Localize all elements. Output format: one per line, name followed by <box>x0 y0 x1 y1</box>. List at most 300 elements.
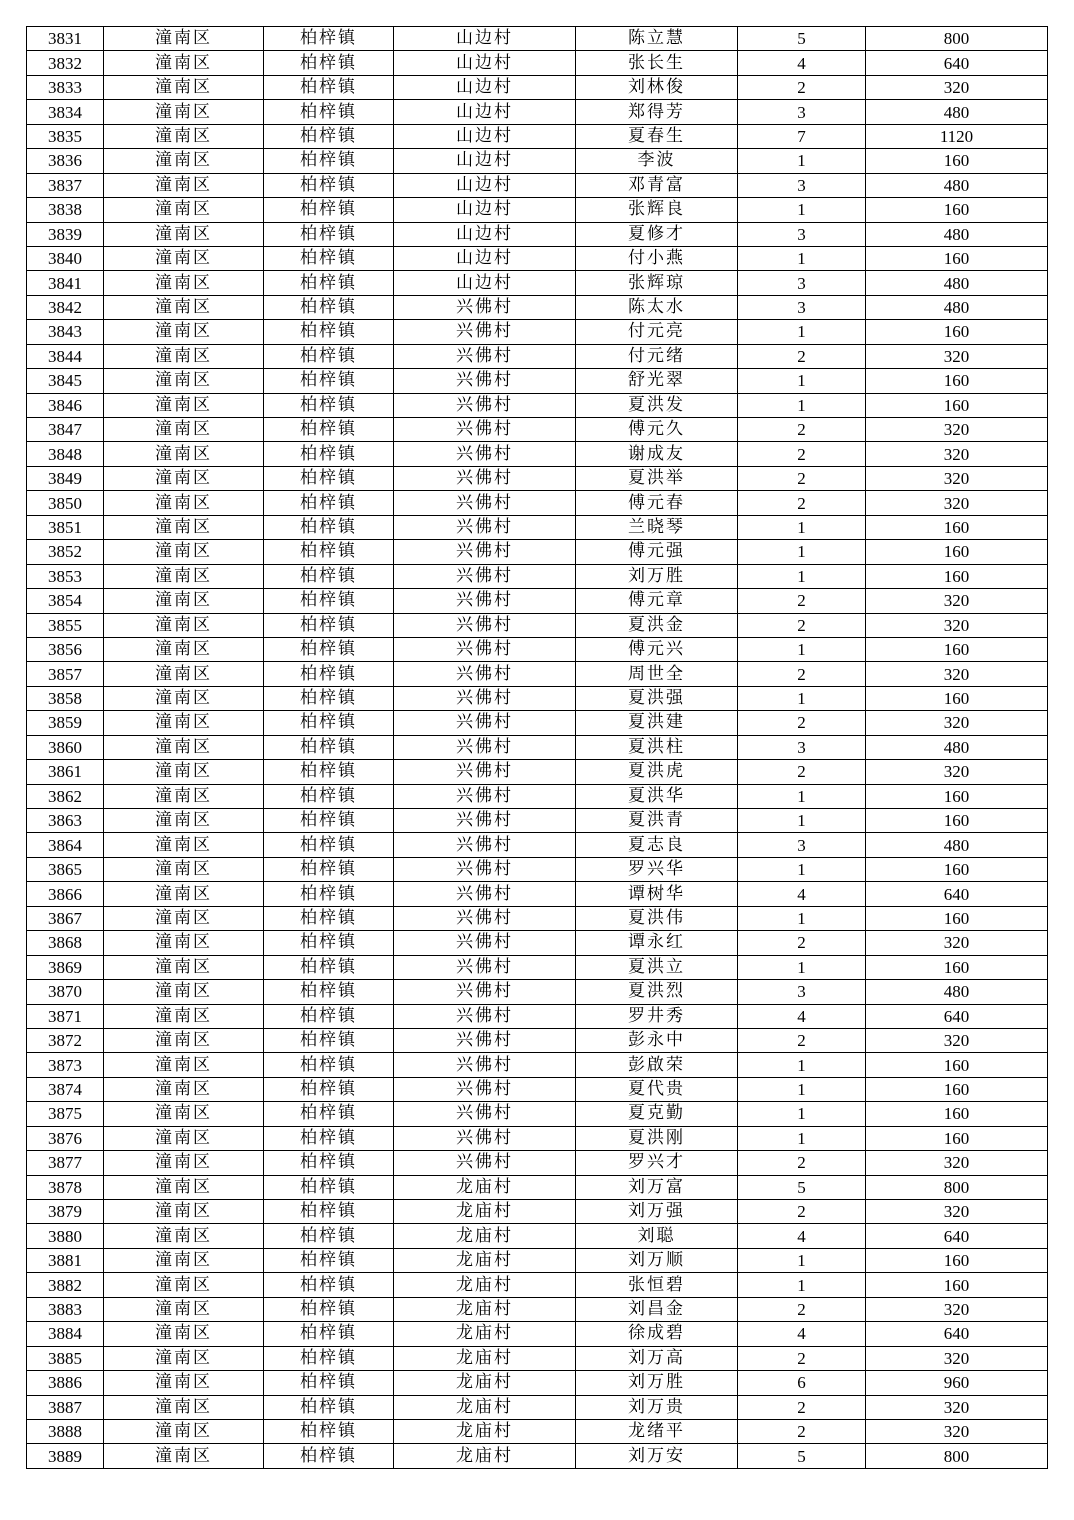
district-cell: 潼南区 <box>104 1273 264 1297</box>
town-cell: 柏梓镇 <box>264 393 394 417</box>
village-cell: 兴佛村 <box>394 784 576 808</box>
district-cell: 潼南区 <box>104 784 264 808</box>
row-number-cell: 3843 <box>27 320 104 344</box>
table-row <box>27 124 1048 148</box>
town-cell: 柏梓镇 <box>264 686 394 710</box>
town-cell: 柏梓镇 <box>264 833 394 857</box>
row-number-cell: 3869 <box>27 955 104 979</box>
town-cell: 柏梓镇 <box>264 1395 394 1419</box>
amount-cell: 320 <box>866 931 1048 955</box>
town-cell: 柏梓镇 <box>264 320 394 344</box>
household-count-cell: 1 <box>738 1248 866 1272</box>
name-cell: 夏洪立 <box>576 955 738 979</box>
row-number-cell: 3881 <box>27 1248 104 1272</box>
amount-cell: 320 <box>866 466 1048 490</box>
table-row <box>27 662 1048 686</box>
household-count-cell: 2 <box>738 1028 866 1052</box>
amount-cell: 160 <box>866 1126 1048 1150</box>
table-row <box>27 515 1048 539</box>
row-number-cell: 3874 <box>27 1077 104 1101</box>
row-number-cell: 3850 <box>27 491 104 515</box>
village-cell: 兴佛村 <box>394 931 576 955</box>
amount-cell: 160 <box>866 564 1048 588</box>
amount-cell: 160 <box>866 906 1048 930</box>
name-cell: 夏春生 <box>576 124 738 148</box>
town-cell: 柏梓镇 <box>264 931 394 955</box>
town-cell: 柏梓镇 <box>264 1297 394 1321</box>
row-number-cell: 3877 <box>27 1151 104 1175</box>
village-cell: 兴佛村 <box>394 295 576 319</box>
name-cell: 刘昌金 <box>576 1297 738 1321</box>
household-count-cell: 1 <box>738 564 866 588</box>
district-cell: 潼南区 <box>104 662 264 686</box>
district-cell: 潼南区 <box>104 124 264 148</box>
row-number-cell: 3855 <box>27 613 104 637</box>
district-cell: 潼南区 <box>104 51 264 75</box>
household-count-cell: 4 <box>738 1322 866 1346</box>
village-cell: 兴佛村 <box>394 491 576 515</box>
amount-cell: 160 <box>866 784 1048 808</box>
row-number-cell: 3835 <box>27 124 104 148</box>
row-number-cell: 3849 <box>27 466 104 490</box>
amount-cell: 800 <box>866 27 1048 51</box>
village-cell: 兴佛村 <box>394 662 576 686</box>
district-cell: 潼南区 <box>104 1224 264 1248</box>
village-cell: 兴佛村 <box>394 906 576 930</box>
town-cell: 柏梓镇 <box>264 857 394 881</box>
name-cell: 夏洪青 <box>576 809 738 833</box>
table-row <box>27 1053 1048 1077</box>
table-row <box>27 1395 1048 1419</box>
household-count-cell: 2 <box>738 442 866 466</box>
household-count-cell: 2 <box>738 589 866 613</box>
amount-cell: 320 <box>866 442 1048 466</box>
amount-cell: 160 <box>866 246 1048 270</box>
table-row <box>27 1248 1048 1272</box>
town-cell: 柏梓镇 <box>264 515 394 539</box>
amount-cell: 320 <box>866 1419 1048 1443</box>
village-cell: 兴佛村 <box>394 833 576 857</box>
town-cell: 柏梓镇 <box>264 246 394 270</box>
household-count-cell: 1 <box>738 369 866 393</box>
row-number-cell: 3889 <box>27 1444 104 1468</box>
row-number-cell: 3852 <box>27 540 104 564</box>
amount-cell: 160 <box>866 1077 1048 1101</box>
table-row <box>27 540 1048 564</box>
district-cell: 潼南区 <box>104 1200 264 1224</box>
town-cell: 柏梓镇 <box>264 51 394 75</box>
district-cell: 潼南区 <box>104 344 264 368</box>
name-cell: 刘万胜 <box>576 564 738 588</box>
village-cell: 兴佛村 <box>394 1028 576 1052</box>
village-cell: 兴佛村 <box>394 955 576 979</box>
table-row <box>27 1004 1048 1028</box>
district-cell: 潼南区 <box>104 198 264 222</box>
name-cell: 徐成碧 <box>576 1322 738 1346</box>
village-cell: 兴佛村 <box>394 466 576 490</box>
village-cell: 龙庙村 <box>394 1346 576 1370</box>
table-row <box>27 466 1048 490</box>
town-cell: 柏梓镇 <box>264 1419 394 1443</box>
district-cell: 潼南区 <box>104 1346 264 1370</box>
table-row <box>27 344 1048 368</box>
row-number-cell: 3880 <box>27 1224 104 1248</box>
amount-cell: 480 <box>866 222 1048 246</box>
town-cell: 柏梓镇 <box>264 124 394 148</box>
village-cell: 兴佛村 <box>394 1004 576 1028</box>
table-row <box>27 1102 1048 1126</box>
table-row <box>27 222 1048 246</box>
town-cell: 柏梓镇 <box>264 1273 394 1297</box>
amount-cell: 320 <box>866 1297 1048 1321</box>
name-cell: 陈太水 <box>576 295 738 319</box>
amount-cell: 320 <box>866 711 1048 735</box>
amount-cell: 160 <box>866 686 1048 710</box>
district-cell: 潼南区 <box>104 75 264 99</box>
household-count-cell: 3 <box>738 100 866 124</box>
amount-cell: 320 <box>866 418 1048 442</box>
district-cell: 潼南区 <box>104 1444 264 1468</box>
town-cell: 柏梓镇 <box>264 711 394 735</box>
household-count-cell: 2 <box>738 760 866 784</box>
amount-cell: 320 <box>866 1028 1048 1052</box>
district-cell: 潼南区 <box>104 1077 264 1101</box>
household-count-cell: 2 <box>738 1346 866 1370</box>
district-cell: 潼南区 <box>104 442 264 466</box>
amount-cell: 320 <box>866 1346 1048 1370</box>
household-count-cell: 2 <box>738 418 866 442</box>
amount-cell: 160 <box>866 198 1048 222</box>
town-cell: 柏梓镇 <box>264 564 394 588</box>
household-count-cell: 1 <box>738 149 866 173</box>
household-count-cell: 1 <box>738 540 866 564</box>
amount-cell: 160 <box>866 540 1048 564</box>
household-count-cell: 1 <box>738 857 866 881</box>
row-number-cell: 3886 <box>27 1371 104 1395</box>
district-cell: 潼南区 <box>104 711 264 735</box>
town-cell: 柏梓镇 <box>264 418 394 442</box>
amount-cell: 480 <box>866 833 1048 857</box>
town-cell: 柏梓镇 <box>264 906 394 930</box>
village-cell: 兴佛村 <box>394 540 576 564</box>
household-count-cell: 1 <box>738 784 866 808</box>
name-cell: 夏洪建 <box>576 711 738 735</box>
household-count-cell: 4 <box>738 1004 866 1028</box>
household-count-cell: 3 <box>738 980 866 1004</box>
row-number-cell: 3846 <box>27 393 104 417</box>
town-cell: 柏梓镇 <box>264 1322 394 1346</box>
household-count-cell: 1 <box>738 246 866 270</box>
row-number-cell: 3858 <box>27 686 104 710</box>
row-number-cell: 3834 <box>27 100 104 124</box>
name-cell: 罗井秀 <box>576 1004 738 1028</box>
amount-cell: 480 <box>866 980 1048 1004</box>
table-row <box>27 149 1048 173</box>
amount-cell: 640 <box>866 1224 1048 1248</box>
district-cell: 潼南区 <box>104 1102 264 1126</box>
row-number-cell: 3859 <box>27 711 104 735</box>
name-cell: 周世全 <box>576 662 738 686</box>
household-count-cell: 2 <box>738 491 866 515</box>
table-row <box>27 1077 1048 1101</box>
amount-cell: 480 <box>866 735 1048 759</box>
name-cell: 李波 <box>576 149 738 173</box>
name-cell: 张恒碧 <box>576 1273 738 1297</box>
table-row <box>27 833 1048 857</box>
village-cell: 兴佛村 <box>394 515 576 539</box>
amount-cell: 320 <box>866 613 1048 637</box>
household-count-cell: 6 <box>738 1371 866 1395</box>
district-cell: 潼南区 <box>104 931 264 955</box>
village-cell: 兴佛村 <box>394 1053 576 1077</box>
row-number-cell: 3864 <box>27 833 104 857</box>
table-row <box>27 393 1048 417</box>
town-cell: 柏梓镇 <box>264 1053 394 1077</box>
row-number-cell: 3875 <box>27 1102 104 1126</box>
table-row <box>27 246 1048 270</box>
row-number-cell: 3840 <box>27 246 104 270</box>
household-count-cell: 2 <box>738 466 866 490</box>
district-cell: 潼南区 <box>104 760 264 784</box>
district-cell: 潼南区 <box>104 882 264 906</box>
village-cell: 龙庙村 <box>394 1444 576 1468</box>
town-cell: 柏梓镇 <box>264 662 394 686</box>
name-cell: 刘万富 <box>576 1175 738 1199</box>
district-cell: 潼南区 <box>104 1371 264 1395</box>
table-row <box>27 735 1048 759</box>
household-count-cell: 2 <box>738 1395 866 1419</box>
district-cell: 潼南区 <box>104 564 264 588</box>
village-cell: 龙庙村 <box>394 1175 576 1199</box>
name-cell: 谢成友 <box>576 442 738 466</box>
row-number-cell: 3872 <box>27 1028 104 1052</box>
table-row <box>27 100 1048 124</box>
amount-cell: 640 <box>866 1322 1048 1346</box>
village-cell: 龙庙村 <box>394 1371 576 1395</box>
table-row <box>27 418 1048 442</box>
amount-cell: 160 <box>866 149 1048 173</box>
table-row <box>27 1371 1048 1395</box>
town-cell: 柏梓镇 <box>264 613 394 637</box>
table-row <box>27 564 1048 588</box>
table-row <box>27 906 1048 930</box>
village-cell: 山边村 <box>394 51 576 75</box>
town-cell: 柏梓镇 <box>264 1175 394 1199</box>
household-count-cell: 2 <box>738 711 866 735</box>
town-cell: 柏梓镇 <box>264 809 394 833</box>
name-cell: 张辉琼 <box>576 271 738 295</box>
district-cell: 潼南区 <box>104 1175 264 1199</box>
household-count-cell: 5 <box>738 1444 866 1468</box>
row-number-cell: 3857 <box>27 662 104 686</box>
village-cell: 兴佛村 <box>394 369 576 393</box>
row-number-cell: 3839 <box>27 222 104 246</box>
table-row <box>27 1175 1048 1199</box>
name-cell: 夏洪刚 <box>576 1126 738 1150</box>
subsidy-table <box>26 26 1048 1469</box>
village-cell: 兴佛村 <box>394 711 576 735</box>
household-count-cell: 1 <box>738 955 866 979</box>
district-cell: 潼南区 <box>104 149 264 173</box>
name-cell: 夏洪华 <box>576 784 738 808</box>
village-cell: 龙庙村 <box>394 1273 576 1297</box>
row-number-cell: 3838 <box>27 198 104 222</box>
name-cell: 张长生 <box>576 51 738 75</box>
district-cell: 潼南区 <box>104 1028 264 1052</box>
village-cell: 兴佛村 <box>394 760 576 784</box>
village-cell: 兴佛村 <box>394 418 576 442</box>
amount-cell: 1120 <box>866 124 1048 148</box>
name-cell: 谭树华 <box>576 882 738 906</box>
town-cell: 柏梓镇 <box>264 784 394 808</box>
village-cell: 兴佛村 <box>394 589 576 613</box>
town-cell: 柏梓镇 <box>264 1077 394 1101</box>
table-row <box>27 637 1048 661</box>
district-cell: 潼南区 <box>104 1395 264 1419</box>
row-number-cell: 3882 <box>27 1273 104 1297</box>
district-cell: 潼南区 <box>104 906 264 930</box>
town-cell: 柏梓镇 <box>264 760 394 784</box>
name-cell: 傅元春 <box>576 491 738 515</box>
table-row <box>27 1273 1048 1297</box>
row-number-cell: 3847 <box>27 418 104 442</box>
village-cell: 兴佛村 <box>394 1151 576 1175</box>
row-number-cell: 3851 <box>27 515 104 539</box>
household-count-cell: 3 <box>738 222 866 246</box>
district-cell: 潼南区 <box>104 955 264 979</box>
village-cell: 兴佛村 <box>394 980 576 1004</box>
village-cell: 山边村 <box>394 222 576 246</box>
household-count-cell: 1 <box>738 515 866 539</box>
household-count-cell: 1 <box>738 686 866 710</box>
household-count-cell: 1 <box>738 198 866 222</box>
name-cell: 彭永中 <box>576 1028 738 1052</box>
name-cell: 刘聪 <box>576 1224 738 1248</box>
district-cell: 潼南区 <box>104 222 264 246</box>
district-cell: 潼南区 <box>104 173 264 197</box>
name-cell: 彭啟荣 <box>576 1053 738 1077</box>
table-row <box>27 760 1048 784</box>
name-cell: 刘万贵 <box>576 1395 738 1419</box>
table-row <box>27 51 1048 75</box>
household-count-cell: 4 <box>738 882 866 906</box>
district-cell: 潼南区 <box>104 809 264 833</box>
district-cell: 潼南区 <box>104 27 264 51</box>
row-number-cell: 3888 <box>27 1419 104 1443</box>
row-number-cell: 3867 <box>27 906 104 930</box>
name-cell: 傅元久 <box>576 418 738 442</box>
row-number-cell: 3833 <box>27 75 104 99</box>
town-cell: 柏梓镇 <box>264 271 394 295</box>
household-count-cell: 3 <box>738 271 866 295</box>
name-cell: 夏克勤 <box>576 1102 738 1126</box>
village-cell: 兴佛村 <box>394 857 576 881</box>
row-number-cell: 3879 <box>27 1200 104 1224</box>
town-cell: 柏梓镇 <box>264 442 394 466</box>
row-number-cell: 3866 <box>27 882 104 906</box>
village-cell: 兴佛村 <box>394 686 576 710</box>
household-count-cell: 3 <box>738 173 866 197</box>
amount-cell: 480 <box>866 173 1048 197</box>
amount-cell: 640 <box>866 51 1048 75</box>
name-cell: 夏志良 <box>576 833 738 857</box>
village-cell: 龙庙村 <box>394 1200 576 1224</box>
amount-cell: 800 <box>866 1175 1048 1199</box>
household-count-cell: 1 <box>738 393 866 417</box>
amount-cell: 160 <box>866 637 1048 661</box>
household-count-cell: 3 <box>738 735 866 759</box>
household-count-cell: 2 <box>738 1151 866 1175</box>
table-row <box>27 369 1048 393</box>
household-count-cell: 1 <box>738 1077 866 1101</box>
household-count-cell: 2 <box>738 931 866 955</box>
district-cell: 潼南区 <box>104 980 264 1004</box>
household-count-cell: 2 <box>738 1297 866 1321</box>
name-cell: 刘万胜 <box>576 1371 738 1395</box>
row-number-cell: 3848 <box>27 442 104 466</box>
amount-cell: 320 <box>866 491 1048 515</box>
table-row <box>27 173 1048 197</box>
amount-cell: 160 <box>866 369 1048 393</box>
table-row <box>27 1419 1048 1443</box>
amount-cell: 640 <box>866 1004 1048 1028</box>
name-cell: 刘万顺 <box>576 1248 738 1272</box>
village-cell: 龙庙村 <box>394 1395 576 1419</box>
town-cell: 柏梓镇 <box>264 1151 394 1175</box>
village-cell: 兴佛村 <box>394 564 576 588</box>
name-cell: 罗兴才 <box>576 1151 738 1175</box>
name-cell: 傅元章 <box>576 589 738 613</box>
amount-cell: 160 <box>866 809 1048 833</box>
household-count-cell: 1 <box>738 906 866 930</box>
household-count-cell: 1 <box>738 809 866 833</box>
village-cell: 山边村 <box>394 100 576 124</box>
table-body <box>27 27 1048 1469</box>
household-count-cell: 5 <box>738 1175 866 1199</box>
town-cell: 柏梓镇 <box>264 735 394 759</box>
village-cell: 兴佛村 <box>394 393 576 417</box>
table-row <box>27 857 1048 881</box>
name-cell: 刘万高 <box>576 1346 738 1370</box>
district-cell: 潼南区 <box>104 1053 264 1077</box>
name-cell: 谭永红 <box>576 931 738 955</box>
household-count-cell: 2 <box>738 75 866 99</box>
town-cell: 柏梓镇 <box>264 75 394 99</box>
village-cell: 兴佛村 <box>394 637 576 661</box>
district-cell: 潼南区 <box>104 320 264 344</box>
village-cell: 龙庙村 <box>394 1322 576 1346</box>
village-cell: 龙庙村 <box>394 1224 576 1248</box>
name-cell: 刘林俊 <box>576 75 738 99</box>
amount-cell: 320 <box>866 1151 1048 1175</box>
district-cell: 潼南区 <box>104 686 264 710</box>
amount-cell: 160 <box>866 1248 1048 1272</box>
household-count-cell: 2 <box>738 344 866 368</box>
town-cell: 柏梓镇 <box>264 955 394 979</box>
name-cell: 夏修才 <box>576 222 738 246</box>
table-row <box>27 784 1048 808</box>
row-number-cell: 3845 <box>27 369 104 393</box>
household-count-cell: 1 <box>738 320 866 344</box>
name-cell: 张辉良 <box>576 198 738 222</box>
amount-cell: 320 <box>866 662 1048 686</box>
village-cell: 山边村 <box>394 27 576 51</box>
row-number-cell: 3878 <box>27 1175 104 1199</box>
name-cell: 夏洪烈 <box>576 980 738 1004</box>
name-cell: 付元亮 <box>576 320 738 344</box>
row-number-cell: 3844 <box>27 344 104 368</box>
district-cell: 潼南区 <box>104 271 264 295</box>
